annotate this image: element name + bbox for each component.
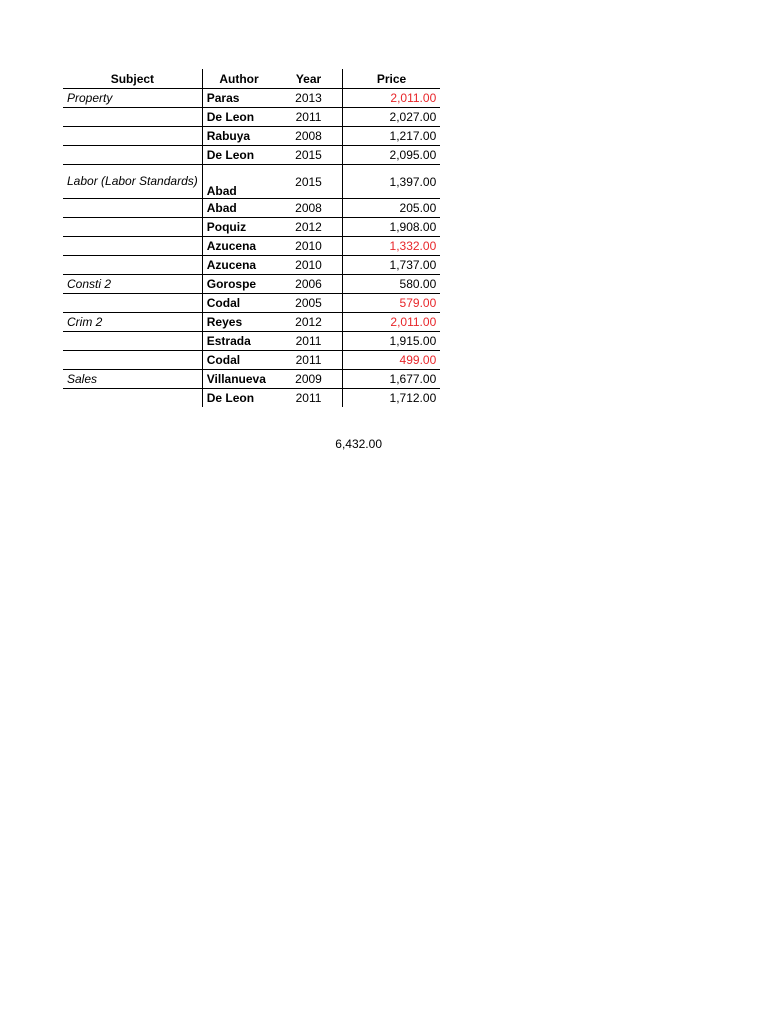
year-cell: 2011 [275, 108, 342, 127]
table-row [63, 256, 440, 275]
price-cell: 1,908.00 [342, 218, 440, 237]
table-row [63, 313, 440, 332]
price-cell: 580.00 [342, 275, 440, 294]
subject-cell [63, 127, 202, 146]
price-cell: 1,677.00 [342, 370, 440, 389]
subject-cell [63, 237, 202, 256]
price-cell: 1,217.00 [342, 127, 440, 146]
subject-cell: Property [63, 89, 202, 108]
subject-cell [63, 218, 202, 237]
table-row [63, 165, 440, 199]
header-price: Price [342, 69, 440, 89]
table-row [63, 370, 440, 389]
price-cell: 2,011.00 [342, 313, 440, 332]
header-subject: Subject [63, 69, 202, 89]
year-cell: 2009 [275, 370, 342, 389]
table-row [63, 218, 440, 237]
subject-cell: Crim 2 [63, 313, 202, 332]
table-row [63, 294, 440, 313]
price-cell: 2,027.00 [342, 108, 440, 127]
price-cell: 499.00 [342, 351, 440, 370]
year-cell: 2005 [275, 294, 342, 313]
book-price-table [63, 69, 440, 407]
price-cell: 205.00 [342, 199, 440, 218]
subject-cell: Labor (Labor Standards) [63, 165, 202, 199]
price-total: 6,432.00 [335, 437, 382, 451]
subject-cell: Sales [63, 370, 202, 389]
table-row [63, 237, 440, 256]
year-cell: 2015 [275, 146, 342, 165]
table-row [63, 127, 440, 146]
year-cell: 2010 [275, 256, 342, 275]
subject-cell [63, 389, 202, 408]
year-cell: 2011 [275, 351, 342, 370]
author-cell: Codal [202, 351, 275, 370]
table-row [63, 199, 440, 218]
subject-cell [63, 199, 202, 218]
header-year: Year [275, 69, 342, 89]
table-row [63, 332, 440, 351]
author-cell: De Leon [202, 146, 275, 165]
price-cell: 2,095.00 [342, 146, 440, 165]
header-row [63, 69, 440, 89]
price-cell: 2,011.00 [342, 89, 440, 108]
table-row [63, 389, 440, 408]
price-cell: 1,915.00 [342, 332, 440, 351]
author-cell: Azucena [202, 237, 275, 256]
price-cell: 1,397.00 [342, 165, 440, 199]
table-row [63, 275, 440, 294]
year-cell: 2008 [275, 127, 342, 146]
year-cell: 2010 [275, 237, 342, 256]
header-author: Author [202, 69, 275, 89]
subject-cell [63, 146, 202, 165]
subject-cell [63, 294, 202, 313]
subject-cell [63, 256, 202, 275]
price-cell: 1,332.00 [342, 237, 440, 256]
year-cell: 2011 [295, 391, 322, 405]
price-cell: 1,712.00 [342, 389, 440, 408]
year-cell: 2012 [275, 218, 342, 237]
author-cell: Abad [202, 199, 275, 218]
author-cell: Poquiz [202, 218, 275, 237]
author-cell: Codal [202, 294, 275, 313]
author-cell: De Leon [202, 108, 275, 127]
author-cell: Villanueva [202, 370, 275, 389]
price-cell: 579.00 [342, 294, 440, 313]
year-cell: 2008 [275, 199, 342, 218]
author-cell: Gorospe [202, 275, 275, 294]
table-row [63, 108, 440, 127]
subject-cell [63, 108, 202, 127]
author-cell: Rabuya [202, 127, 275, 146]
author-cell: Abad [202, 165, 275, 199]
author-cell: De Leon [202, 389, 275, 408]
author-cell: Estrada [202, 332, 275, 351]
year-cell: 2011 [275, 332, 342, 351]
year-cell: 2012 [275, 313, 342, 332]
table-row [63, 351, 440, 370]
price-cell: 1,737.00 [342, 256, 440, 275]
author-cell: Paras [202, 89, 275, 108]
subject-cell [63, 332, 202, 351]
year-cell: 2013 [275, 89, 342, 108]
subject-cell [63, 351, 202, 370]
table-row [63, 146, 440, 165]
table-row [63, 89, 440, 108]
author-cell: Reyes [202, 313, 275, 332]
year-cell: 2006 [275, 275, 342, 294]
subject-cell: Consti 2 [63, 275, 202, 294]
author-cell: Azucena [202, 256, 275, 275]
year-cell: 2015 [275, 165, 342, 199]
